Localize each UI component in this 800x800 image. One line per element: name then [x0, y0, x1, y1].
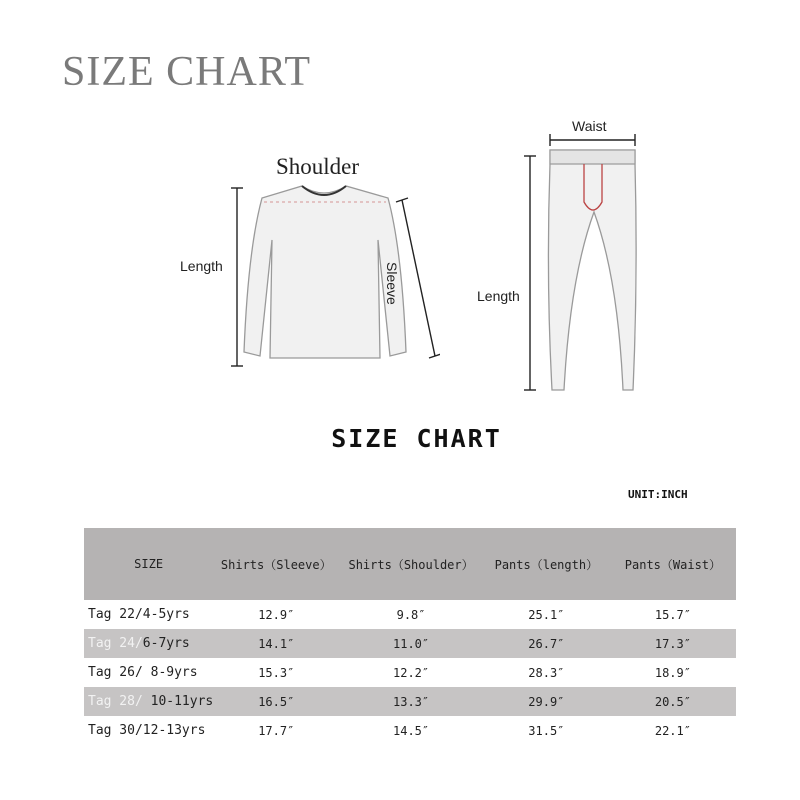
- age-text: 8-9yrs: [142, 665, 198, 680]
- waist-cell: 15.7″: [654, 607, 691, 622]
- header-size: SIZE: [134, 557, 164, 571]
- sleeve-cell: 14.1″: [258, 636, 295, 651]
- pants-length-arrow: [524, 156, 536, 390]
- length-cell: 31.5″: [528, 723, 565, 738]
- shoulder-cell: 12.2″: [393, 665, 430, 680]
- length-cell: 25.1″: [528, 607, 565, 622]
- tag-text: Tag 26/: [88, 665, 143, 680]
- pants-shape: [548, 150, 636, 390]
- sleeve-cell: 15.3″: [258, 665, 295, 680]
- age-text: 10-11yrs: [142, 694, 214, 709]
- length-cell: 29.9″: [528, 694, 565, 709]
- age-text: 6-7yrs: [142, 636, 190, 651]
- header-pants-length: Pants（length）: [494, 557, 599, 572]
- age-text: 12-13yrs: [142, 723, 206, 738]
- shirt-diagram: [220, 180, 440, 370]
- table-row: [84, 629, 736, 658]
- tag-text: Tag 22/: [88, 607, 143, 622]
- waist-arrow: [550, 134, 635, 146]
- shirt-length-label: Length: [180, 258, 223, 274]
- pants-diagram: [520, 128, 650, 396]
- table-row: [84, 658, 736, 687]
- waist-cell: 18.9″: [654, 665, 691, 680]
- size-cell: [84, 658, 213, 687]
- waist-label: Waist: [572, 118, 607, 134]
- shoulder-cell: 13.3″: [393, 694, 430, 709]
- sleeve-label: Sleeve: [384, 262, 400, 305]
- table-header-row: [84, 528, 736, 600]
- shirt-shape: [244, 186, 406, 358]
- shoulder-cell: 9.8″: [396, 607, 426, 622]
- header-shirts-sleeve: Shirts（Sleeve）: [220, 557, 332, 572]
- page-title: SIZE CHART: [62, 49, 311, 95]
- unit-label: UNIT:INCH: [628, 488, 688, 501]
- tag-text: Tag 24/: [88, 636, 143, 651]
- tag-text: Tag 30/: [88, 723, 143, 738]
- size-cell: [84, 716, 213, 745]
- size-cell: [84, 629, 213, 658]
- age-text: 4-5yrs: [142, 607, 190, 622]
- table-row: [84, 687, 736, 716]
- waist-cell: 20.5″: [654, 694, 691, 709]
- size-cell: [84, 687, 213, 716]
- sleeve-cell: 17.7″: [258, 723, 295, 738]
- table-row: [84, 600, 736, 629]
- shoulder-cell: 11.0″: [393, 636, 430, 651]
- pants-length-label: Length: [477, 288, 520, 304]
- shirt-length-arrow: [231, 188, 243, 366]
- sleeve-cell: 16.5″: [258, 694, 295, 709]
- shoulder-cell: 14.5″: [393, 723, 430, 738]
- waist-cell: 17.3″: [654, 636, 691, 651]
- sleeve-cell: 12.9″: [258, 607, 295, 622]
- chart-title: SIZE CHART: [331, 424, 502, 453]
- length-cell: 28.3″: [528, 665, 565, 680]
- waist-cell: 22.1″: [654, 723, 691, 738]
- table-row: [84, 716, 736, 745]
- length-cell: 26.7″: [528, 636, 565, 651]
- shoulder-label: Shoulder: [276, 154, 360, 179]
- header-shirts-shoulder: Shirts（Shoulder）: [348, 557, 474, 572]
- tag-text: Tag 28/: [88, 694, 143, 709]
- header-pants-waist: Pants（Waist）: [624, 557, 722, 572]
- size-table: [84, 528, 736, 745]
- size-cell: [84, 600, 213, 629]
